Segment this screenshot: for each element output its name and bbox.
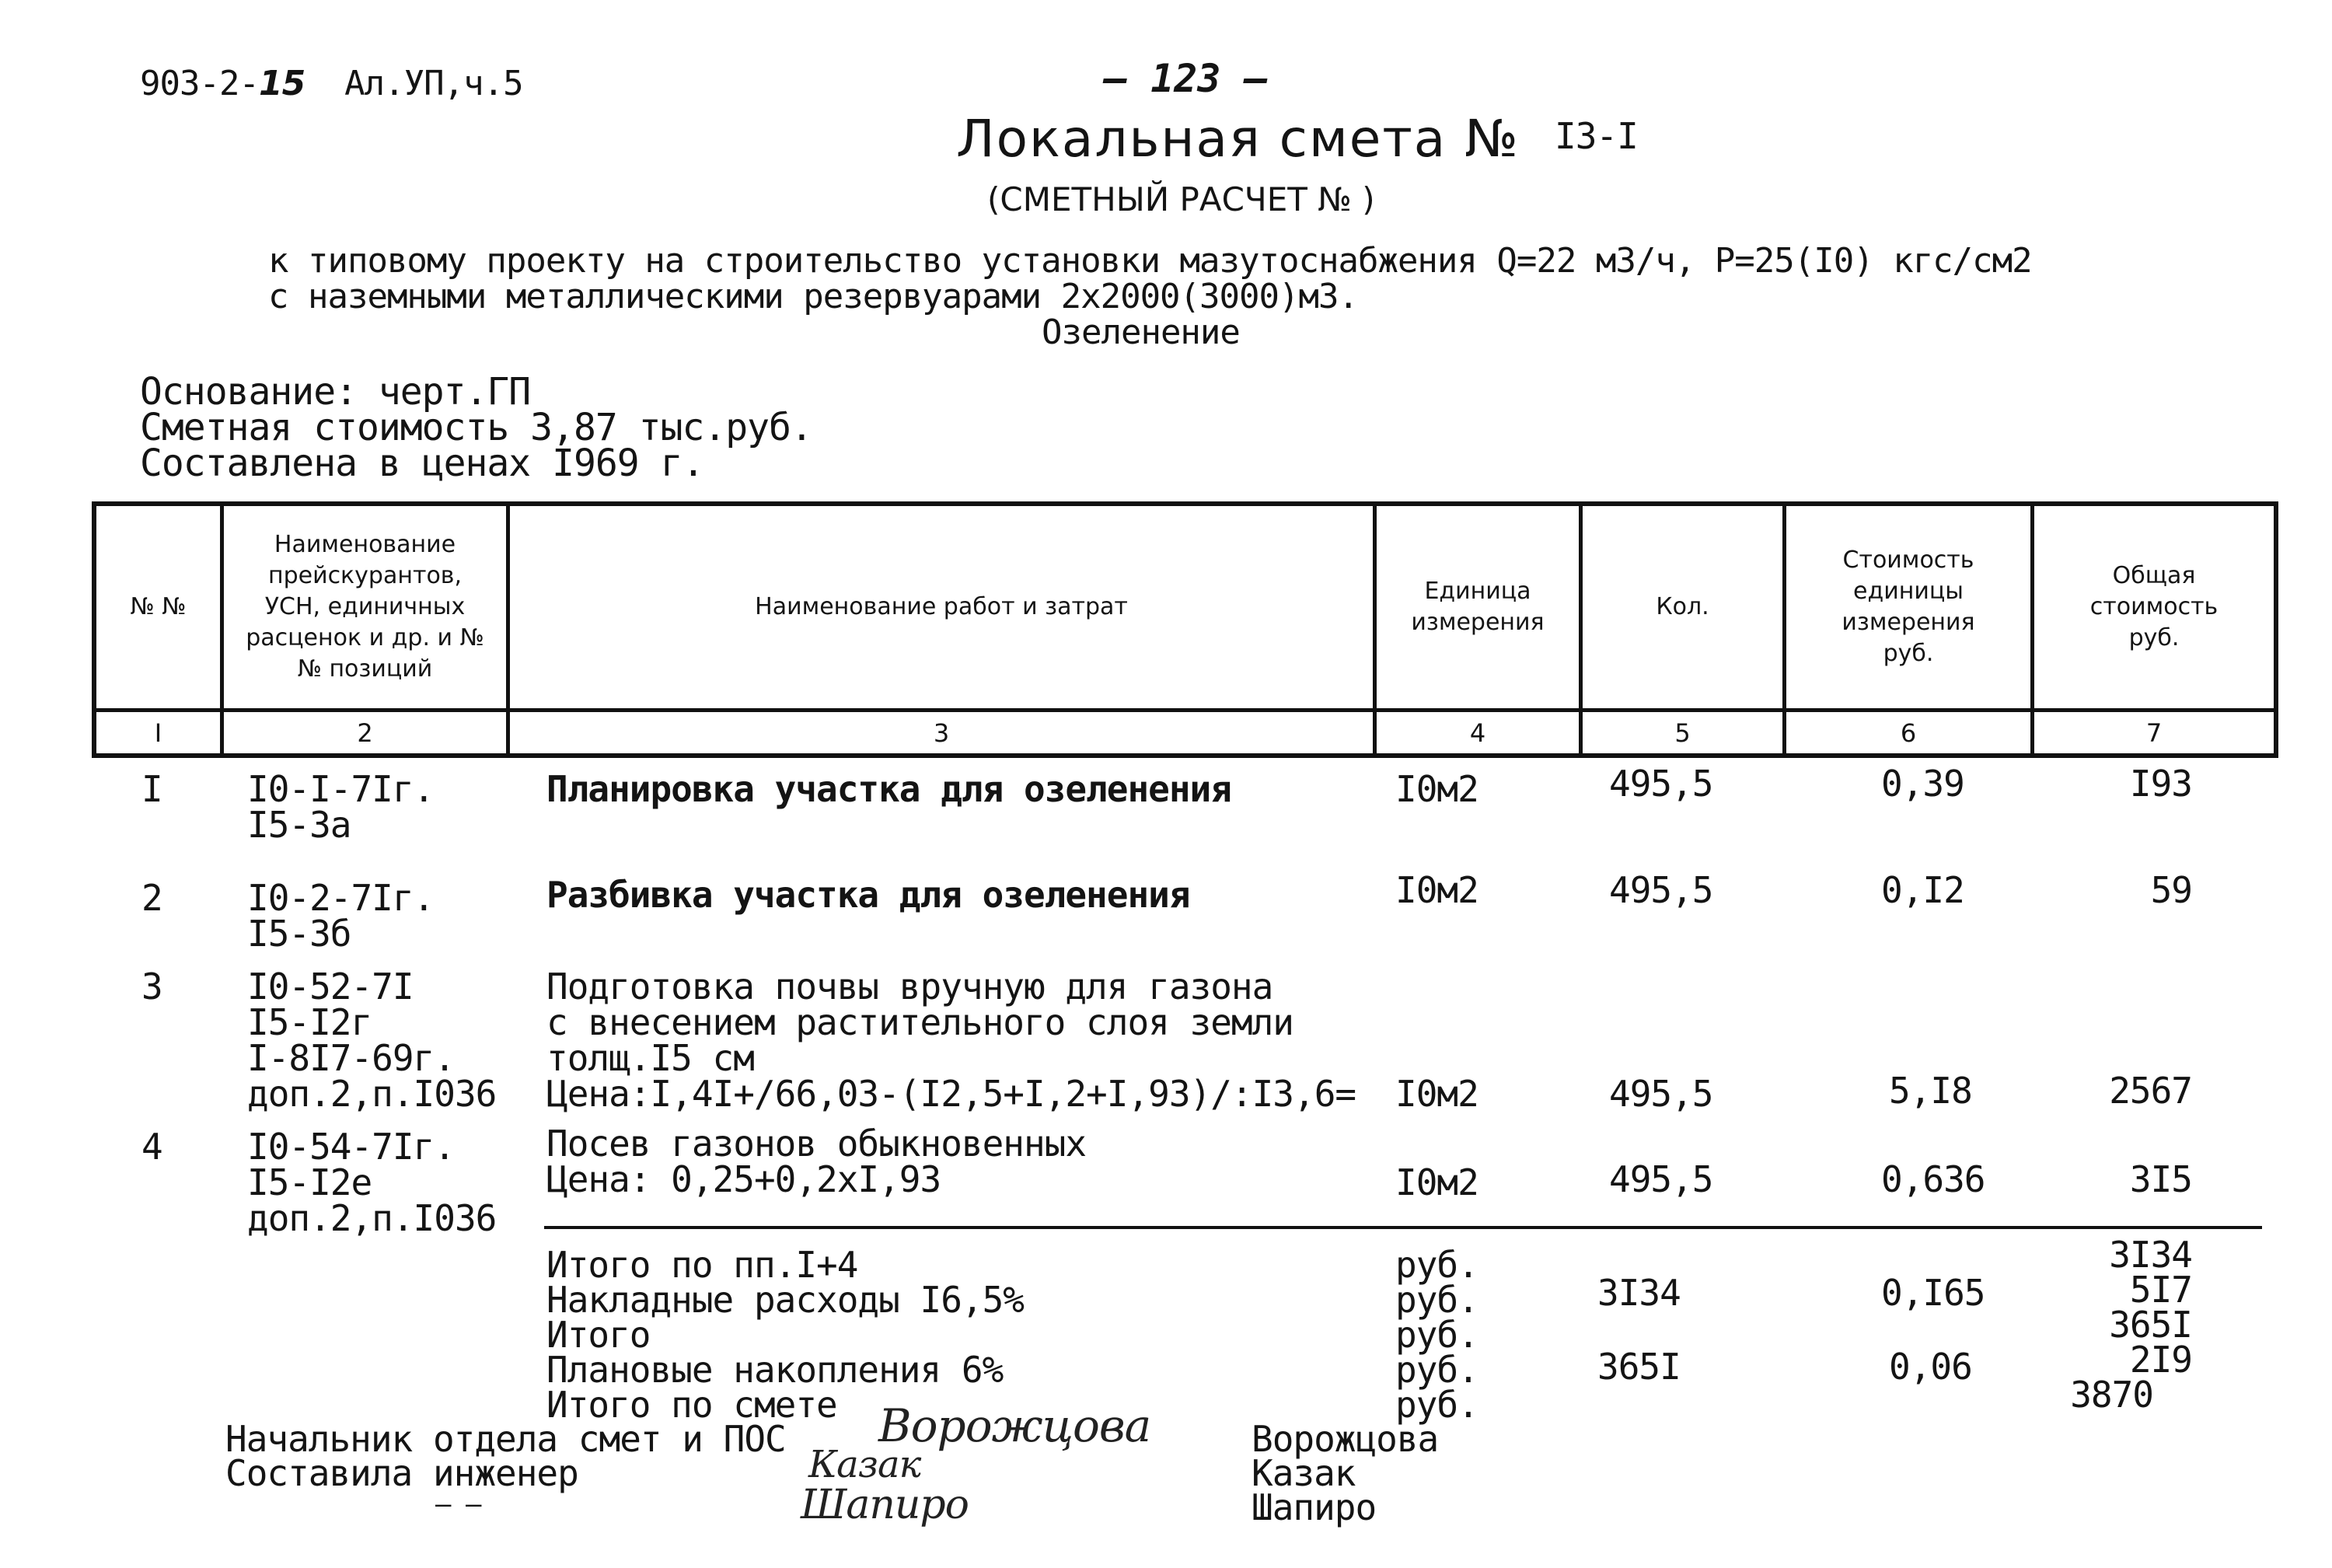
handwritten-signature: Шапиро: [801, 1482, 969, 1528]
row-description: с внесением растительного слоя земли: [546, 1001, 1293, 1043]
section-title: Озеленение: [1042, 313, 1240, 352]
column-number-2: 2: [357, 718, 373, 748]
summary-unit: руб.: [1395, 1349, 1478, 1391]
row-total: 2567: [2109, 1070, 2192, 1112]
row-unit-price: 0,39: [1881, 763, 1964, 805]
page-title: Локальная смета №: [956, 109, 1520, 169]
row-description: Подготовка почвы вручную для газона: [546, 966, 1273, 1008]
row-quantity: 495,5: [1609, 1158, 1713, 1200]
row-total: 59: [2150, 869, 2192, 911]
row-unit: I0м2: [1395, 1073, 1478, 1115]
row-total: 3I5: [2129, 1158, 2192, 1200]
column-number-4: 4: [1469, 718, 1486, 748]
handwritten-signature: Казак: [808, 1443, 921, 1486]
meta-basis: Основание: черт.ГП: [140, 370, 531, 414]
summary-unit: руб.: [1395, 1279, 1478, 1321]
column-number-1: I: [154, 718, 162, 748]
row-quantity: 495,5: [1609, 869, 1713, 911]
summary-unit: руб.: [1395, 1384, 1478, 1426]
summary-rate: 0,I65: [1881, 1272, 1985, 1314]
document-code: 903-2-15 Ал.УП,ч.5: [140, 64, 523, 103]
subtitle: (СМЕТНЫЙ РАСЧЕТ № ): [987, 180, 1375, 218]
estimate-number: I3-I: [1555, 115, 1638, 157]
column-header-quantity: Кол.: [1656, 593, 1709, 620]
column-number-7: 7: [2145, 718, 2163, 748]
row-description: Цена: 0,25+0,2хI,93: [546, 1158, 941, 1200]
table-header: [92, 501, 2278, 758]
row-description: Разбивка участка для озеленения: [546, 874, 1190, 916]
signatory-name: Казак: [1252, 1452, 1356, 1494]
summary-total: 3870: [2070, 1374, 2153, 1416]
meta-prices-year: Составлена в ценах I969 г.: [140, 442, 704, 485]
summary-divider: [544, 1226, 2262, 1229]
summary-label: Итого: [546, 1314, 651, 1356]
column-header-work-name: Наименование работ и затрат: [755, 593, 1128, 620]
column-number-6: 6: [1900, 718, 1917, 748]
row-code: I5-I2е: [247, 1161, 372, 1203]
page-number: — 123 —: [1104, 56, 1268, 101]
row-unit: I0м2: [1395, 768, 1478, 810]
signatory-name: Шапиро: [1252, 1486, 1377, 1528]
project-description-line-1: к типовому проекту на строительство установки мазутоснабжения Q=22 м3/ч, Р=25(I0) кгс/см2: [268, 241, 2032, 281]
row-code: I-8I7-69г.: [247, 1037, 455, 1079]
row-code: доп.2,п.I036: [247, 1197, 497, 1239]
row-unit-price: 0,I2: [1881, 869, 1964, 911]
row-unit-price: 5,I8: [1889, 1070, 1972, 1112]
column-header-unit: Единица измерения: [1411, 578, 1545, 636]
column-number-5: 5: [1674, 718, 1691, 748]
summary-unit: руб.: [1395, 1244, 1478, 1286]
row-unit: I0м2: [1395, 869, 1478, 911]
summary-label: Плановые накопления 6%: [546, 1349, 1004, 1391]
row-unit-price: 0,636: [1881, 1158, 1985, 1200]
summary-total: 3I34: [2109, 1234, 2192, 1276]
summary-base: 3I34: [1597, 1272, 1681, 1314]
row-total: I93: [2129, 763, 2192, 805]
row-code: доп.2,п.I036: [247, 1073, 497, 1115]
signature-role: Начальник отдела смет и ПОС: [225, 1418, 786, 1460]
summary-unit: руб.: [1395, 1314, 1478, 1356]
row-number: 3: [141, 966, 162, 1008]
row-description: Цена:I,4I+/66,03-(I2,5+I,2+I,93)/:I3,6=: [546, 1073, 1356, 1115]
summary-base: 365I: [1597, 1346, 1681, 1388]
row-description: толщ.I5 см: [546, 1037, 754, 1079]
summary-total: 365I: [2109, 1304, 2192, 1346]
signatory-name: Ворожцова: [1252, 1418, 1439, 1460]
summary-total: 5I7: [2129, 1269, 2192, 1311]
row-description: Планировка участка для озеленения: [546, 768, 1231, 810]
summary-label: Накладные расходы I6,5%: [546, 1279, 1024, 1321]
row-quantity: 495,5: [1609, 1073, 1713, 1115]
row-code: I0-2-7Iг.: [247, 877, 435, 919]
column-number-3: 3: [933, 718, 950, 748]
row-code: I0-54-7Iг.: [247, 1126, 455, 1168]
column-header-total-cost: Общая стоимость руб.: [2089, 562, 2219, 651]
project-description-line-2: с наземными металлическими резервуарами 2х2000(3000)м3.: [268, 277, 1358, 316]
row-description: Посев газонов обыкновенных: [546, 1123, 1087, 1165]
summary-total: 2I9: [2129, 1339, 2192, 1381]
row-code: I0-52-7I: [247, 966, 414, 1008]
row-unit: I0м2: [1395, 1161, 1478, 1203]
summary-label: Итого по пп.I+4: [546, 1244, 858, 1286]
row-number: 2: [141, 877, 162, 919]
signature-role: — —: [435, 1489, 481, 1520]
signature-role: Составила инженер: [225, 1452, 578, 1494]
row-number: 4: [141, 1126, 162, 1168]
summary-label: Итого по смете: [546, 1384, 837, 1426]
row-code: I5-3а: [247, 804, 351, 846]
handwritten-signature: Ворожцова: [878, 1399, 1151, 1452]
row-code: I5-3б: [247, 913, 351, 955]
row-number: I: [141, 768, 162, 810]
row-quantity: 495,5: [1609, 763, 1713, 805]
row-code: I5-I2г: [247, 1001, 372, 1043]
column-header-unit-cost: Стоимость единицы измерения руб.: [1842, 547, 1975, 667]
summary-rate: 0,06: [1889, 1346, 1972, 1388]
column-header-codes: Наименование прейскурантов, УСН, единичных расценок и др. и № № позиций: [246, 531, 484, 683]
meta-estimated-cost: Сметная стоимость 3,87 тыс.руб.: [140, 406, 812, 449]
row-code: I0-I-7Iг.: [247, 768, 435, 810]
column-header-number: № №: [130, 593, 187, 620]
